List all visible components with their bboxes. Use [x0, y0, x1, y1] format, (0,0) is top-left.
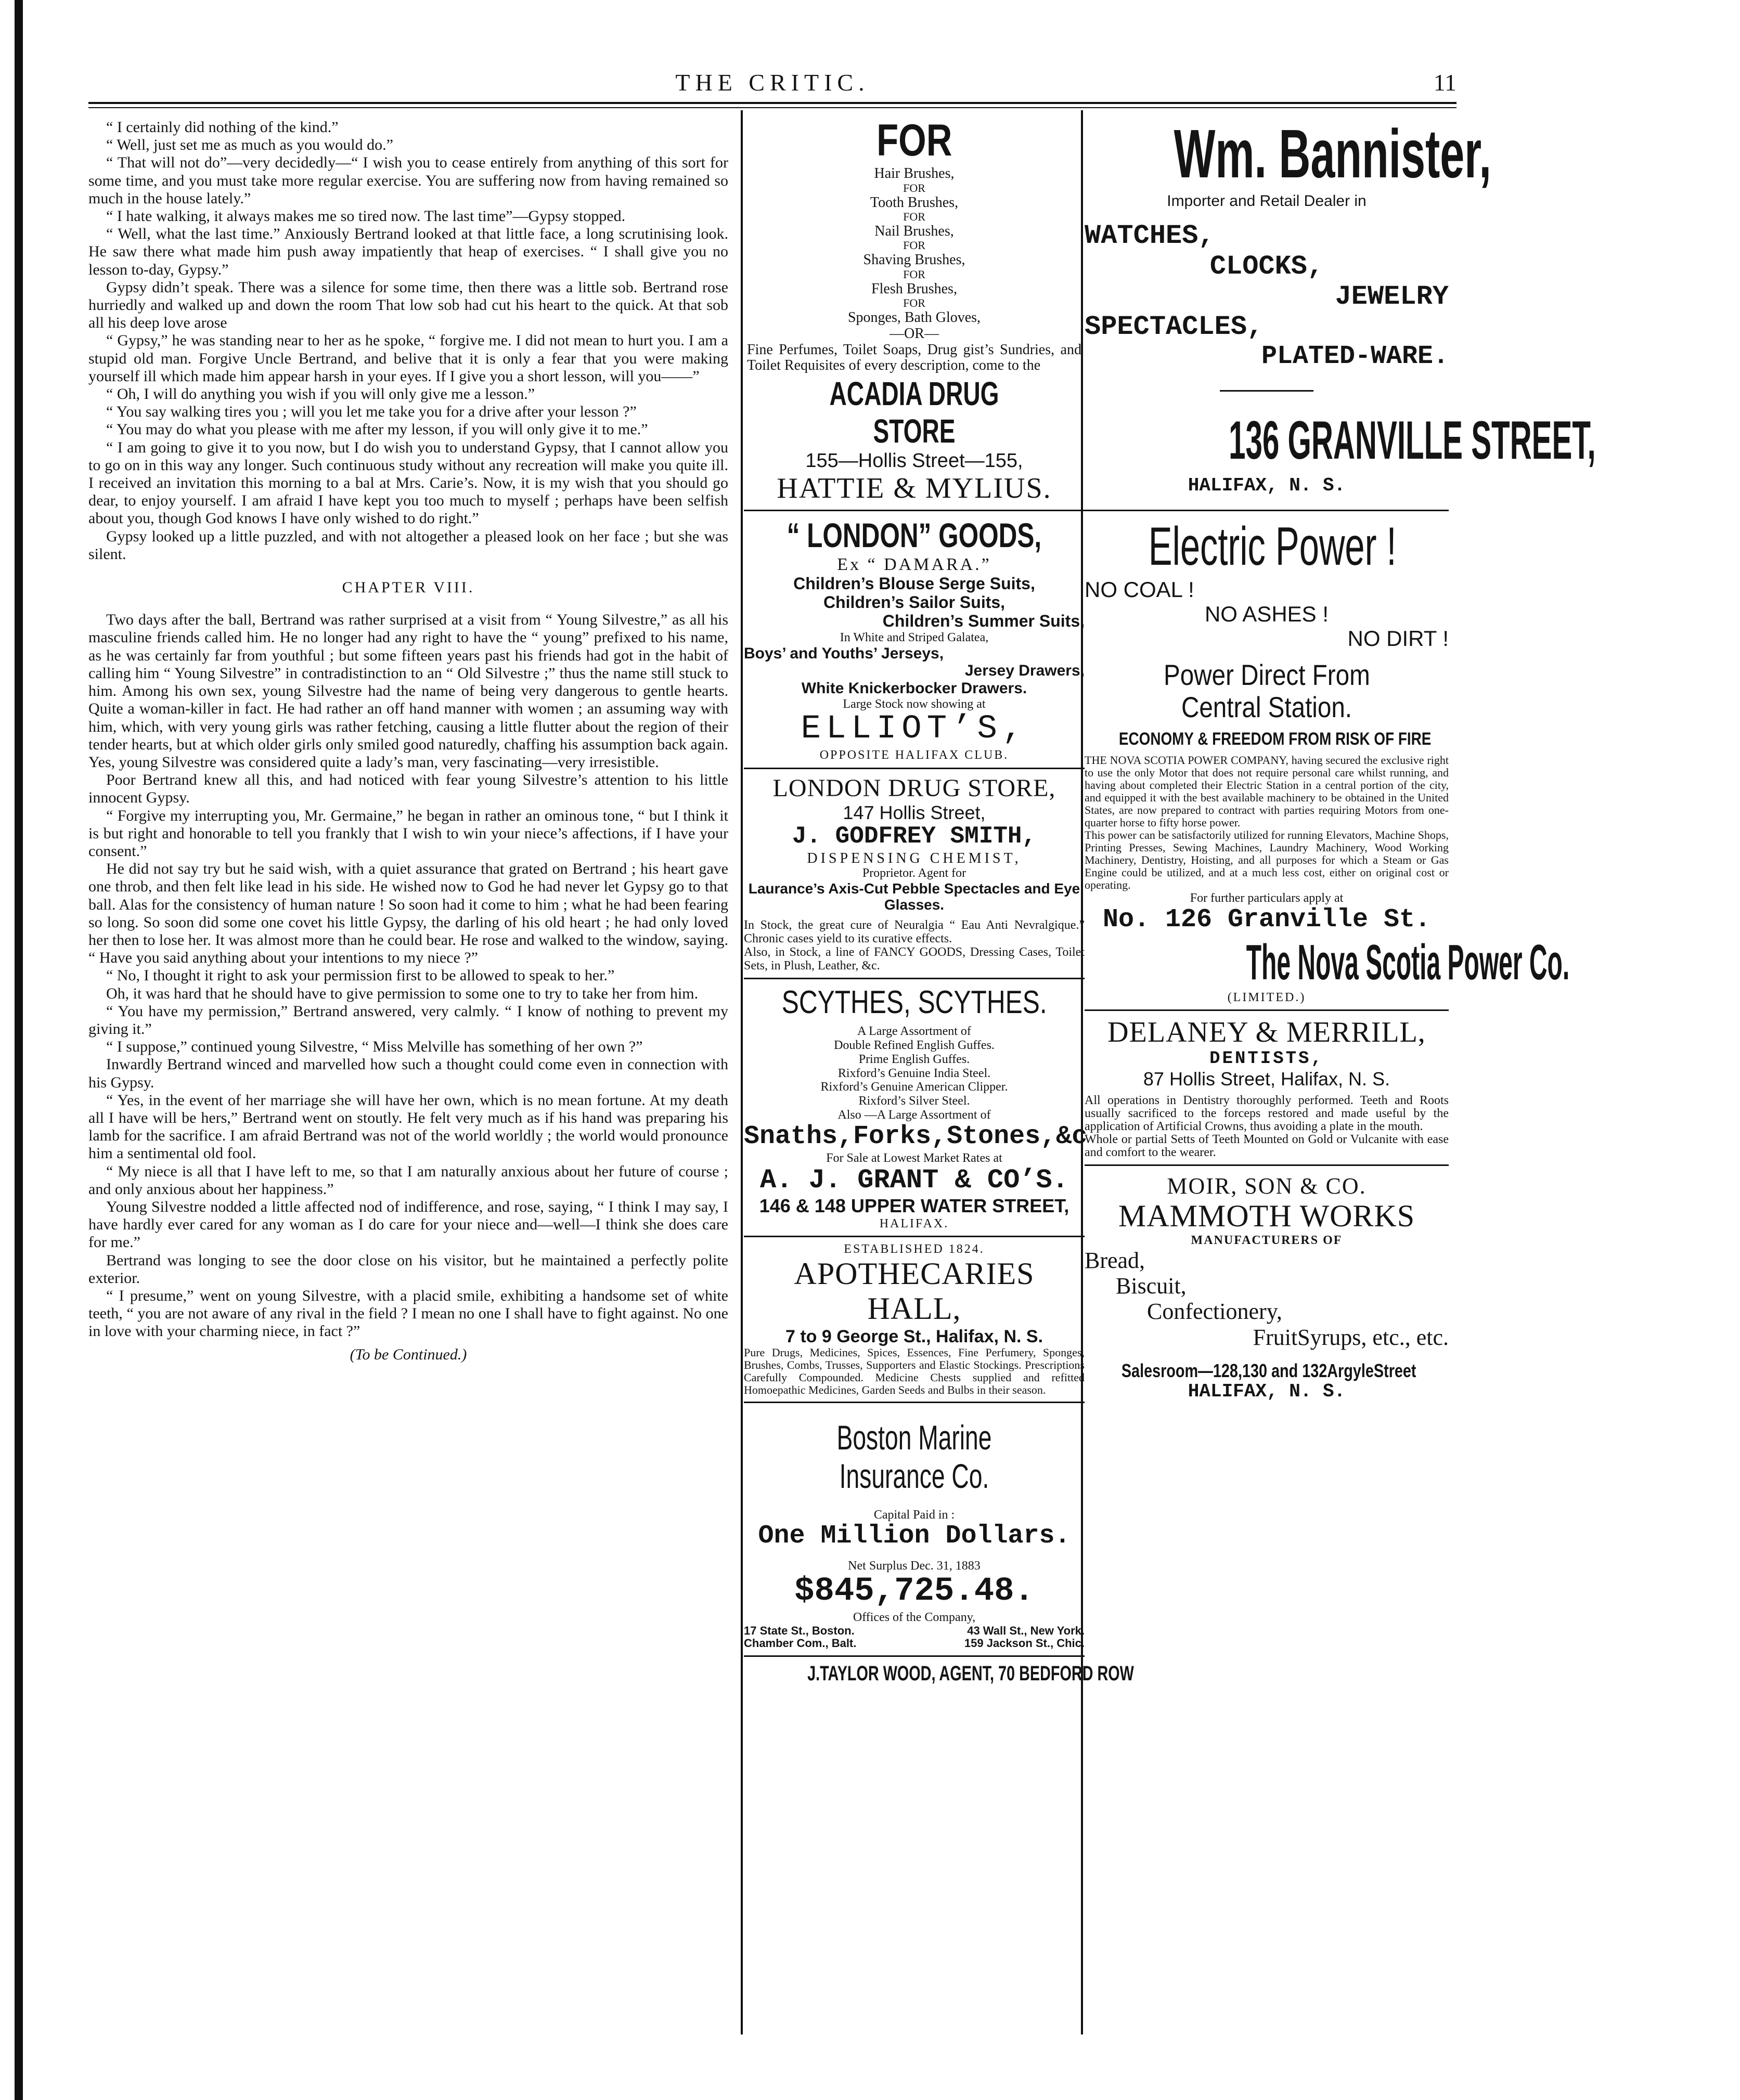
acadia-store-name: ACADIA DRUG STORE — [829, 374, 999, 450]
london-drug-body-2: Also, in Stock, a line of FANCY GOODS, Dressing Cases, Toilet Sets, in Plush, Leather, &c. — [744, 945, 1085, 973]
chapter-heading: CHAPTER VIII. — [342, 579, 475, 597]
london-drug-proprietor: J. GODFREY SMITH, — [792, 823, 1037, 850]
acadia-item: Nail Brushes, — [874, 223, 954, 240]
london-drug-agent-line: Laurance’s Axis-Cut Pebble Spectacles and Eye Glasses. — [748, 880, 1080, 913]
boston-offices: Offices of the Company, — [853, 1610, 976, 1624]
column-divider-1 — [741, 110, 743, 2034]
grant-city: HALIFAX. — [879, 1216, 949, 1230]
london-drug-title: LONDON DRUG STORE, — [772, 774, 1056, 802]
power-no-coal: NO COAL ! — [1085, 577, 1194, 602]
story-paragraph: “ That will not do”—very decidedly—“ I wish you to cease entirely from anything of this sort for some time, and you must take more regular exercise. You are suffering now from having remained so much in the house lately.” — [88, 154, 728, 207]
moir-salesroom: Salesroom—128,130 and 132ArgyleStreet — [1121, 1359, 1416, 1381]
apothecaries-est: ESTABLISHED 1824. — [844, 1242, 985, 1256]
elliot-line-1: Children’s Blouse Serge Suits, — [793, 574, 1035, 593]
grant-sub-title: Snaths,Forks,Stones,&c — [744, 1122, 1088, 1152]
moir-product-syrups: FruitSyrups, etc., etc. — [1253, 1324, 1449, 1350]
boston-surplus-amount: $845,725.48. — [794, 1573, 1034, 1611]
acadia-or: —OR— — [890, 326, 939, 342]
power-body-1: THE NOVA SCOTIA POWER COMPANY, having secured the exclusive right to use the only Motor that does not require personal care whilst running, and having about completed their Electric Station in a central portion of the city, and equipped it with the best available machinery to be obtained in the United States, are now prepared to contract with parties requiring Motors from one-quarter horse to fifty horse power. — [1085, 754, 1449, 829]
power-body-3: For further particulars apply at — [1190, 891, 1344, 905]
boston-office-new-york: 43 Wall St., New York. — [967, 1624, 1085, 1637]
story-part-before — [88, 119, 728, 563]
story-paragraph: “ Oh, I will do anything you wish if you will only give me a lesson.” — [106, 385, 535, 403]
grant-line-5: Rixford’s Silver Steel. — [858, 1094, 970, 1108]
acadia-item: Shaving Brushes, — [863, 252, 965, 268]
grant-address: 146 & 148 UPPER WATER STREET, — [759, 1195, 1069, 1217]
ads-column-right — [1085, 115, 1596, 1403]
grant-line-3: Rixford’s Genuine India Steel. — [837, 1066, 991, 1080]
story-paragraph: Two days after the ball, Bertrand was rather surprised at a visit from “ Young Silvestre,” as all his masculine friends called him. He no longer had any right to have the “ young” prefixed to his name, as he was certainly far from youthful ; but some fifteen years past his friends had got in the habit of calling him “ Young Silvestre” in contradistinction to an “ Old Silvestre ;” thus the name still stuck to him. Among his own sex, young Silvestre had the name of being very dangerous to gentle hearts. Quite a woman-killer in fact. He had rather an off hand manner with women ; an assuming way with him, which, with very young girls was rather fetching, causing a little flutter about the region of their tender hearts, but at which older girls only smiled good naturedly, chaffing his assumption back again. Yes, young Silvestre was considered quite a lady’s man, very fascinating—very irresistible. — [88, 611, 728, 771]
divider — [744, 1655, 1085, 1657]
story-paragraph: “ I presume,” went on young Silvestre, with a placid smile, exhibiting a handsome set of white teeth, “ you are not aware of any rival in the field ? I mean no one I shall have to fight against. No one in love with your charming niece, in fact ?” — [88, 1287, 728, 1340]
story-paragraph: “ No, I thought it right to ask your permission first to be allowed to speak to her.” — [106, 967, 615, 984]
moir-product-confectionery: Confectionery, — [1147, 1299, 1282, 1325]
london-drug-ad — [744, 774, 1085, 979]
header-rule-top — [88, 102, 1457, 104]
boston-office-row-2 — [744, 1637, 1085, 1650]
page-number: 11 — [1433, 69, 1457, 96]
grant-title: SCYTHES, SCYTHES. — [781, 984, 1047, 1020]
running-title: THE CRITIC. — [675, 69, 870, 96]
dentists-body-1: All operations in Dentistry thoroughly performed. Teeth and Roots usually sacrificed to the forceps restored and made useful by the application of Artificial Crowns, thus avoiding a plate in the mouth. — [1085, 1093, 1449, 1133]
dentists-body-2: Whole or partial Setts of Teeth Mounted on Gold or Vulcanite with ease and comfort to the wearer. — [1085, 1132, 1449, 1159]
acadia-item-list — [744, 165, 1085, 326]
story-paragraph: “ You may do what you please with me after my lesson, if you will only give it to me.” — [106, 421, 648, 438]
elliot-line-7: White Knickerbocker Drawers. — [801, 679, 1027, 697]
boston-office-baltimore: Chamber Com., Balt. — [744, 1637, 857, 1650]
power-company: The Nova Scotia Power Co. — [1246, 935, 1570, 991]
dentists-ad — [1085, 1016, 1449, 1165]
elliot-title: “ LONDON” GOODS, — [787, 516, 1042, 555]
story-paragraph: “ Forgive my interrupting you, Mr. Germaine,” he began in rather an ominous tone, “ but I think it is but right and honorable to tell you frankly that I wish to win your niece’s affections, if I have your consent.” — [88, 807, 728, 860]
acadia-heading: FOR — [876, 115, 952, 165]
bannister-plated-ware: PLATED-WARE. — [1261, 342, 1449, 372]
power-body-2: This power can be satisfactorily utilized for running Elevators, Machine Shops, Printing Presses, Sewing Machines, Laundry Machinery, Wood Working Machinery, Dentistry, Hoisting, and all purposes for which a Steam or Gas Engine could be utilized, and at a much less cost, either on original cost or operating. — [1085, 828, 1449, 892]
dentists-name: DELANEY & MERRILL, — [1107, 1016, 1426, 1049]
story-paragraph: “ Gypsy,” he was standing near to her as he spoke, “ forgive me. I did not mean to hurt you. I am a stupid old man. Forgive Uncle Bertrand, and belive that it is only a fear that you were making yourself ill which made him appear harsh in your eyes. If I give you a short lesson, will you——” — [88, 332, 728, 385]
divider — [1085, 1164, 1449, 1166]
elliot-line-4: In White and Striped Galatea, — [840, 630, 989, 644]
grant-line-4: Rixford’s Genuine American Clipper. — [820, 1080, 1008, 1094]
acadia-ad — [744, 115, 1085, 511]
bannister-name: Wm. Bannister, — [1174, 115, 1491, 192]
boston-agent: J.TAYLOR WOOD, AGENT, 70 BEDFORD ROW — [807, 1662, 1134, 1686]
acadia-owners: HATTIE & MYLIUS. — [777, 472, 1052, 504]
boston-office-boston: 17 State St., Boston. — [744, 1624, 855, 1637]
london-drug-trade: DISPENSING CHEMIST, — [807, 850, 1022, 866]
elliot-line-2: Children’s Sailor Suits, — [823, 593, 1006, 612]
story-paragraph: “ Well, just set me as much as you would do.” — [106, 136, 393, 154]
moir-name: MOIR, SON & CO. — [1167, 1173, 1367, 1199]
bannister-clocks: CLOCKS, — [1209, 251, 1324, 282]
divider — [744, 1402, 1085, 1403]
apothecaries-name: APOTHECARIES HALL, — [794, 1256, 1035, 1326]
power-limited: (LIMITED.) — [1227, 990, 1306, 1004]
power-direct: Power Direct From — [1163, 658, 1370, 691]
moir-works: MAMMOTH WORKS — [1118, 1198, 1415, 1233]
boston-amount: One Million Dollars. — [758, 1521, 1071, 1551]
london-drug-address: 147 Hollis Street, — [843, 801, 986, 823]
story-part-after — [88, 611, 728, 1340]
acadia-for-label: FOR — [903, 239, 925, 252]
header-rule-bottom — [88, 107, 1457, 108]
divider — [1220, 390, 1313, 392]
london-drug-body-1: In Stock, the great cure of Neuralgia “ Eau Anti Nevralgique.” Chronic cases yield to its curative effects. — [744, 918, 1085, 945]
power-no-dirt: NO DIRT ! — [1347, 626, 1449, 651]
elliot-ad — [744, 516, 1085, 769]
divider — [1085, 510, 1449, 511]
boston-ad — [744, 1408, 1134, 1686]
bannister-watches: WATCHES, — [1085, 221, 1215, 252]
moir-product-biscuit: Biscuit, — [1116, 1273, 1187, 1299]
boston-office-row-1 — [744, 1625, 1085, 1638]
moir-ad — [1085, 1173, 1449, 1403]
acadia-item: Hair Brushes, — [874, 165, 955, 182]
divider — [744, 1236, 1085, 1237]
story-paragraph: “ I am going to give it to you now, but I do wish you to understand Gypsy, that I cannot allow you to go on in this way any longer. Such continuous study without any recreation will make you quite ill. I received an invitation this morning to a bal at Mrs. Carie’s. Now, it is my wish that you should go dear, to enjoy yourself. I am afraid I have kept you too much to myself ; perhaps have been selfish about you, though God knows I have only wished to do right.” — [88, 438, 728, 527]
grant-name: A. J. GRANT & CO’S. — [760, 1164, 1068, 1196]
boston-surplus: Net Surplus Dec. 31, 1883 — [848, 1559, 981, 1573]
grant-intro: A Large Assortment of — [857, 1024, 971, 1038]
story-paragraph: “ I hate walking, it always makes me so tired now. The last time”—Gypsy stopped. — [106, 208, 626, 225]
story-paragraph: Inwardly Bertrand winced and marvelled how such a thought could come even in connection with his Gypsy. — [88, 1056, 728, 1091]
story-paragraph: “ Well, what the last time.” Anxiously Bertrand looked at that little face, a long scrutinising look. He saw there what made him push away impatiently that heap of exercises. “ I shall give you no lesson to-day, Gypsy.” — [88, 225, 728, 278]
story-paragraph: Bertrand was longing to see the door close on his visitor, but he maintained a perfectly polite exterior. — [88, 1251, 728, 1287]
acadia-for-label: FOR — [903, 210, 925, 224]
story-paragraph: Poor Bertrand knew all this, and had noticed with fear young Silvestre’s attention to his little innocent Gypsy. — [88, 771, 728, 807]
bannister-ad — [1085, 115, 1596, 511]
story-paragraph: Gypsy didn’t speak. There was a silence for some time, then there was a little sob. Bertrand rose hurriedly and walked up and down the room That low sob had cut his heart to the quick. At that sob all his deep love arose — [88, 278, 728, 332]
divider — [744, 768, 1085, 769]
elliot-ex: Ex “ DAMARA.” — [837, 555, 991, 575]
divider — [744, 510, 1085, 511]
acadia-address: 155—Hollis Street—155, — [805, 450, 1023, 472]
story-paragraph: “ My niece is all that I have left to me, so that I am naturally anxious about her future of course ; and only anxious about her happiness.” — [88, 1162, 728, 1198]
story-column — [88, 119, 728, 1364]
bannister-spectacles: SPECTACLES, — [1085, 312, 1264, 343]
boston-title: Boston Marine Insurance Co. — [836, 1418, 992, 1495]
grant-also: Also —A Large Assortment of — [837, 1108, 991, 1122]
bannister-address: 136 GRANVILLE STREET, — [1229, 410, 1596, 471]
power-central: Central Station. — [1181, 691, 1352, 724]
elliot-line-6: Jersey Drawers, — [964, 662, 1085, 680]
elliot-line-5: Boys’ and Youths’ Jerseys, — [744, 644, 944, 662]
dentists-trade: DENTISTS, — [1209, 1049, 1324, 1069]
apothecaries-body: Pure Drugs, Medicines, Spices, Essences, Fine Perfumery, Sponges, Brushes, Combs, Trusses, Supporters and Elastic Stockings. Prescriptions Carefully Compounded. Medicine Chests supplied and refitted Homoepathic Medicines, Garden Seeds and Bulbs in their season. — [744, 1345, 1085, 1396]
apothecaries-ad — [744, 1242, 1085, 1403]
elliot-line-8: Large Stock now showing at — [843, 697, 986, 711]
dentists-address: 87 Hollis Street, Halifax, N. S. — [1143, 1068, 1390, 1090]
page-header — [88, 67, 1457, 98]
story-paragraph: Young Silvestre nodded a little affected nod of indifference, and rose, saying, “ I think I may say, I have hardly ever cared for any woman as I do care for your niece and—well—I think she does care for me.” — [88, 1198, 728, 1251]
grant-line-2: Prime English Guffes. — [858, 1052, 970, 1066]
elliot-line-3: Children’s Summer Suits, — [882, 612, 1085, 631]
acadia-body: Fine Perfumes, Toilet Soaps, Drug gist’s Sundries, and Toilet Requisites of every description, come to the — [747, 341, 1081, 373]
london-drug-prop-line: Proprietor. Agent for — [862, 866, 966, 880]
story-paragraph: Oh, it was hard that he should have to give permission to some one to try to take her from him. — [106, 984, 699, 1002]
acadia-item: Flesh Brushes, — [871, 280, 957, 297]
boston-office-chicago: 159 Jackson St., Chic. — [964, 1637, 1085, 1650]
power-address: No. 126 Granville St. — [1102, 905, 1431, 935]
moir-product-bread: Bread, — [1085, 1247, 1145, 1273]
elliot-name: ELLIOT’S, — [801, 710, 1028, 748]
moir-manufacturers: MANUFACTURERS OF — [1191, 1234, 1343, 1248]
grant-ad — [744, 984, 1088, 1238]
grant-sale-line: For Sale at Lowest Market Rates at — [826, 1151, 1002, 1165]
story-paragraph: “ I certainly did nothing of the kind.” — [106, 119, 339, 136]
elliot-sub: OPPOSITE HALIFAX CLUB. — [819, 748, 1009, 762]
grant-line-1: Double Refined English Guffes. — [834, 1038, 995, 1052]
acadia-for-label: FOR — [903, 267, 925, 281]
bannister-jewelry: JEWELRY — [1335, 281, 1449, 312]
page-edge-binding — [15, 0, 23, 2100]
boston-capital: Capital Paid in : — [873, 1508, 955, 1522]
power-no-ashes: NO ASHES ! — [1204, 601, 1329, 626]
acadia-item: Tooth Brushes, — [870, 194, 959, 211]
story-paragraph: Gypsy looked up a little puzzled, and with not altogether a pleased look on her face ; but she was silent. — [88, 527, 728, 563]
power-ad — [1085, 516, 1570, 1011]
acadia-item: Sponges, Bath Gloves, — [847, 309, 981, 326]
to-be-continued: (To be Continued.) — [350, 1345, 467, 1363]
divider — [1085, 1009, 1449, 1011]
acadia-for-label: FOR — [903, 181, 925, 195]
story-paragraph: He did not say try but he said wish, with a quiet assurance that grated on Bertrand ; his heart gave one throb, and then felt like lead in his side. He wished now to God he had never let Gypsy go to that ball. Alas for the consistency of human nature ! So soon had it come to him ; what he had been fearing so long. So soon did some one covet his little Gypsy, the darling of his old heart ; he had only loved her then to lose her. It was almost more than he could bear. He rose and walked to the window, saying. “ Have you said anything about your intentions to my niece ?” — [88, 860, 728, 967]
story-paragraph: “ I suppose,” continued young Silvestre, “ Miss Melville has something of her own ?” — [106, 1038, 643, 1056]
acadia-for-label: FOR — [903, 296, 925, 310]
story-paragraph: “ You say walking tires you ; will you let me take you for a drive after your lesson ?” — [106, 403, 637, 421]
apothecaries-address: 7 to 9 George St., Halifax, N. S. — [785, 1326, 1043, 1346]
power-economy: ECONOMY & FREEDOM FROM RISK OF FIRE — [1118, 729, 1432, 749]
power-title: Electric Power ! — [1148, 516, 1397, 577]
divider — [744, 978, 1085, 979]
story-paragraph: “ Yes, in the event of her marriage she will have her own, which is no mean fortune. At my death all I have will be hers,” Bertrand went on stoutly. He felt very much as if his hand was preparing his lamb for the sacrifice. I am afraid Bertrand was not of the world worldly ; the world would pronounce him a sentimental old fool. — [88, 1091, 728, 1162]
story-paragraph: “ You have my permission,” Bertrand answered, very calmly. “ I know of nothing to prevent my giving it.” — [88, 1002, 728, 1038]
bannister-city: HALIFAX, N. S. — [1188, 474, 1346, 496]
moir-city: HALIFAX, N. S. — [1188, 1381, 1346, 1403]
bannister-sub: Importer and Retail Dealer in — [1167, 192, 1367, 210]
